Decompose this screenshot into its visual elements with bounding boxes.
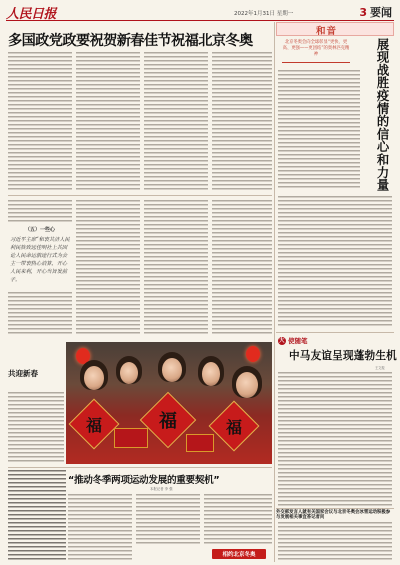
bottom-column-3 (204, 494, 272, 546)
red-banner (114, 428, 148, 448)
commentary-vertical-title: 展现战胜疫情的信心和力量 (375, 38, 390, 192)
section-name: 要闻 (370, 6, 392, 19)
essay-badge-text: 使随笔 (288, 337, 308, 345)
commentary-column (278, 70, 360, 190)
news-photo (66, 342, 272, 464)
heyin-title: 和音 (316, 26, 338, 37)
article-column-2 (76, 52, 140, 192)
photo-caption (8, 392, 64, 462)
commentary-column-wide (278, 196, 392, 328)
article-column-9 (212, 200, 272, 336)
event-tag: 相约北京冬奥 (212, 549, 266, 559)
essay-badge-char: 大 (279, 338, 285, 344)
person-face (120, 362, 138, 384)
section-divider (276, 508, 394, 509)
page-number: 3 (359, 6, 367, 19)
spokesperson-headline: 外交部发言人就有关国家会议与北京冬奥会冰雪运动积极参与发展相关事宜答记者问 (276, 510, 391, 521)
bottom-column-2 (136, 494, 200, 546)
ambassador-essay-headline: 中马友谊呈现蓬勃生机 (289, 350, 397, 362)
article-column-3 (144, 52, 208, 192)
photo-caption-title: 共迎新春 (8, 369, 38, 378)
red-banner (186, 434, 214, 452)
heyin-subtitle: 北京冬奥会向全球彰显“更快、更高、更强——更团结”的奥林匹克精神 (282, 40, 350, 57)
heyin-rule (282, 62, 350, 63)
person-face (236, 372, 258, 398)
masthead (6, 3, 394, 21)
column-divider (274, 22, 275, 562)
section-divider (8, 467, 272, 468)
issue-date: 2022年1月31日 星期一 (234, 11, 294, 17)
person-face (202, 362, 220, 386)
newspaper-logo: 人民日报 (6, 7, 57, 22)
article-column-1 (8, 52, 72, 192)
article-column-7 (76, 200, 140, 336)
fu-char: 福 (85, 415, 102, 435)
person-face (162, 358, 182, 382)
section-divider (8, 195, 272, 196)
fu-card (209, 401, 260, 452)
article-column-8 (144, 200, 208, 336)
main-headline: 多国政党政要祝贺新春佳节祝福北京冬奥 (8, 33, 253, 49)
section-divider (276, 332, 394, 333)
quote-block: 习近平主席“和衷共济人民利民族致远佳明社上共因论人民命运旅途行式为会主一带衷热心消算，开心人民来利，开心当旨发前子。 (10, 237, 70, 283)
essay-badge-label (279, 336, 308, 345)
ambassador-essay-column (278, 372, 392, 506)
bottom-byline: 本报记者 李 强 (150, 487, 173, 491)
article-column-4 (212, 52, 272, 192)
fu-card (69, 399, 120, 450)
subhead-five: （五）一些心 (24, 227, 55, 233)
person-face (84, 366, 104, 390)
bottom-left-column (8, 470, 66, 560)
bottom-column-1 (68, 494, 132, 560)
page-indicator (359, 4, 392, 20)
article-column-5 (8, 200, 72, 222)
spokesperson-column (278, 522, 392, 560)
fu-char: 福 (225, 417, 242, 437)
bottom-headline: “推动冬季两项运动发展的重要契机” (68, 475, 220, 486)
fu-char: 福 (159, 411, 177, 432)
lantern (246, 346, 260, 362)
article-column-6 (8, 292, 72, 336)
ambassador-essay-byline: 王文振 (375, 366, 385, 370)
